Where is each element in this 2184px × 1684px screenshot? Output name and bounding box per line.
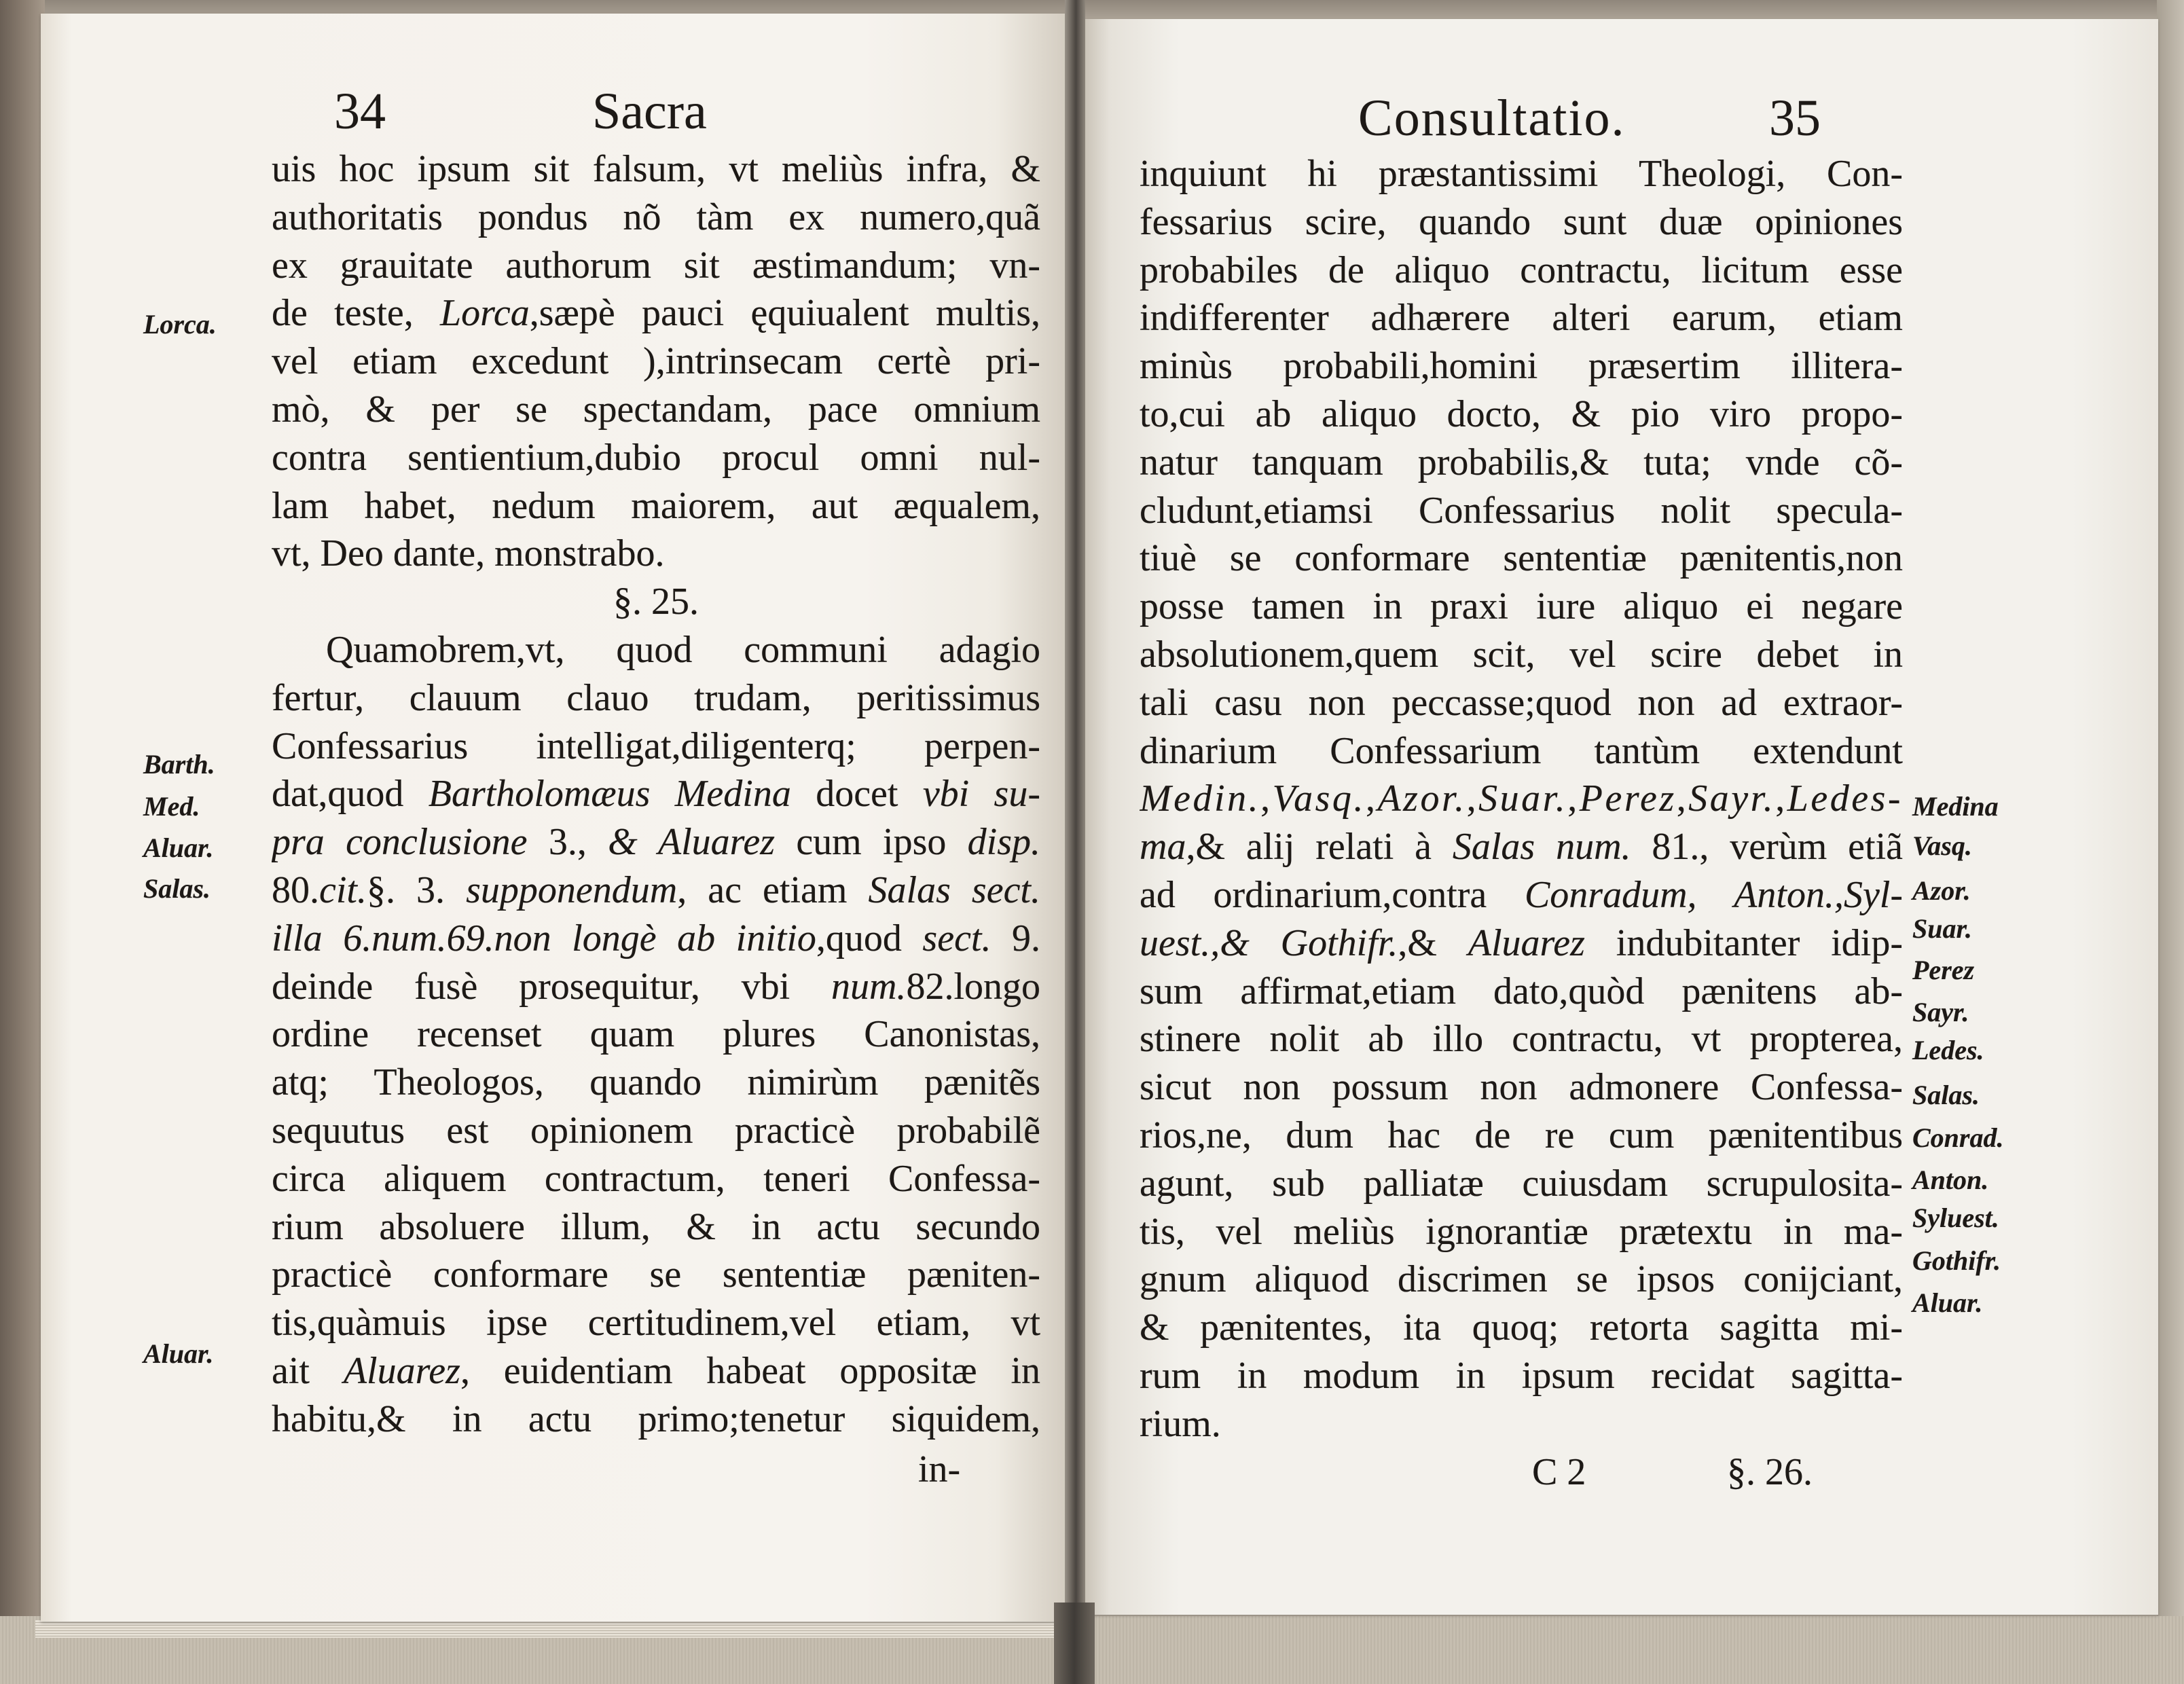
italic-text: Ledes- (1787, 777, 1903, 820)
line-content (272, 917, 1040, 959)
text-line (272, 194, 1040, 242)
italic-text: Salas sect. (868, 869, 1040, 911)
line-content (1140, 777, 1903, 820)
text-line (272, 145, 1040, 194)
margin-note: Salas. (143, 873, 211, 904)
text-line (1140, 1256, 1903, 1304)
text-line (1140, 1160, 1903, 1208)
text: lam habet, nedum maiorem, aut æqualem, (272, 484, 1040, 527)
line-content (272, 869, 1040, 911)
margin-note: Medina (1912, 791, 1999, 822)
line-content (1140, 1163, 1903, 1205)
text-line (272, 674, 1040, 722)
margin-note: Salas. (1912, 1079, 1980, 1110)
text-line (1140, 871, 1903, 919)
text: 3., (527, 821, 608, 864)
text: deinde fusè prosequitur, vbi (272, 965, 831, 1008)
line-content (1140, 634, 1903, 676)
text: to,cui ab aliquo docto, & pio viro propo- (1140, 393, 1903, 435)
text: sicut non possum non admonere Confessa- (1140, 1066, 1903, 1109)
running-head: Consultatio. (1358, 90, 1626, 147)
text-line (272, 770, 1040, 818)
right-page-margin-notes (1912, 150, 2048, 1448)
text-line (1140, 631, 1903, 679)
text: , euidentiam habeat oppositæ in (460, 1350, 1040, 1392)
line-content (272, 1398, 1040, 1440)
text-line (272, 530, 1040, 578)
line-content (272, 725, 1040, 767)
text: , (1365, 777, 1378, 820)
text: ait (272, 1350, 344, 1392)
line-content (1140, 490, 1903, 532)
text: indubitanter idip- (1584, 921, 1903, 964)
text-line (1140, 775, 1903, 823)
italic-text: ma (1140, 826, 1186, 868)
line-content (613, 581, 699, 623)
italic-text: Azor. (1377, 777, 1467, 820)
line-content (1140, 1306, 1903, 1349)
italic-text: & Aluarez (608, 821, 776, 864)
line-content (272, 1110, 1040, 1152)
text-line (1140, 390, 1903, 439)
line-content (1140, 153, 1903, 195)
italic-text: disp. (967, 821, 1040, 864)
text: , (1567, 777, 1580, 820)
line-content (1140, 585, 1903, 627)
line-content (1140, 393, 1903, 435)
section-heading (272, 578, 1040, 626)
right-page-text-block (1140, 150, 1903, 1448)
line-content (1140, 1018, 1903, 1060)
text: rium. (1140, 1402, 1221, 1445)
line-content (272, 966, 1040, 1008)
line-content (272, 1253, 1040, 1296)
text-line (272, 1203, 1040, 1251)
text: ad ordinarium,contra (1140, 874, 1525, 916)
text: tis,quàmuis ipse certitudinem,vel etiam, vt (272, 1302, 1040, 1344)
line-content (272, 340, 1040, 382)
text: 9. (991, 917, 1040, 959)
text-line (1140, 1063, 1903, 1112)
text: ordine recenset quam plures Canonistas, (272, 1013, 1040, 1056)
text: fessarius scire, quando sunt duæ opiniones (1140, 200, 1903, 243)
margin-note: Anton. (1912, 1164, 1989, 1195)
text-line (1140, 439, 1903, 487)
text: sum affirmat,etiam dato,quòd pænitens ab- (1140, 970, 1903, 1012)
text-line (1140, 1304, 1903, 1352)
text-line (272, 915, 1040, 963)
signature-mark: C 2 (1532, 1451, 1586, 1493)
text-line (272, 626, 1040, 674)
text-line (272, 242, 1040, 290)
text-line (1140, 823, 1903, 871)
line-content (1140, 297, 1903, 339)
book-cover-left (0, 0, 45, 1684)
page-leaf-edges (35, 1620, 1074, 1638)
text: posse tamen in praxi iure aliquo ei negare (1140, 585, 1903, 628)
text: vt, Deo dante, monstrabo. (272, 532, 665, 575)
line-content (272, 485, 1040, 527)
text: sequutus est opinionem practicè probabilẽ (272, 1110, 1040, 1152)
italic-text: Perez (1579, 777, 1677, 820)
text-line (1140, 968, 1903, 1016)
text-line (1140, 487, 1903, 535)
text: fertur, clauum clauo trudam, peritissimus (272, 676, 1040, 719)
text-line (272, 1010, 1040, 1059)
margin-note: Gothifr. (1912, 1245, 2001, 1277)
line-content (1140, 826, 1903, 868)
page-number: 35 (1769, 90, 1821, 147)
text-line (1140, 198, 1903, 246)
line-content (272, 244, 1040, 287)
text-line (272, 386, 1040, 434)
text: 81., verùm etiã (1631, 826, 1903, 868)
catchword: §. 26. (1727, 1451, 1813, 1493)
margin-note: Sayr. (1912, 996, 1969, 1027)
text: natur tanquam probabilis,& tuta; vnde cõ- (1140, 441, 1903, 483)
line-content (272, 1206, 1040, 1248)
line-content (272, 773, 1040, 815)
text: ,sæpè pauci ęquiualent multis, (529, 292, 1040, 335)
spine (1054, 1603, 1095, 1684)
text-line (1140, 246, 1903, 295)
line-content (1140, 345, 1903, 387)
italic-text: pra conclusione (272, 821, 528, 864)
text: cludunt,etiamsi Confessarius nolit specula- (1140, 489, 1903, 532)
italic-text: Vasq. (1272, 777, 1366, 820)
text: , (1775, 777, 1787, 820)
text-line (1140, 1352, 1903, 1400)
text-line (1140, 727, 1903, 775)
text: habitu,& in actu primo;tenetur siquidem, (272, 1397, 1040, 1440)
text: Quamobrem,vt, quod communi adagio (326, 629, 1040, 671)
margin-note: Suar. (1912, 913, 1972, 944)
text-line (1140, 583, 1903, 631)
margin-note: Barth. (143, 748, 215, 780)
line-content (1140, 682, 1903, 724)
text: mò, & per se spectandam, pace omnium (272, 388, 1040, 431)
text-line (272, 1155, 1040, 1203)
text: practicè conformare se sententiæ pæniten- (272, 1253, 1040, 1296)
text-line (1140, 294, 1903, 342)
text-line (1140, 1208, 1903, 1256)
text: rium absoluere illum, & in actu secundo (272, 1205, 1040, 1248)
text: ,& alij relati à (1186, 826, 1453, 868)
text: tis, vel meliùs ignorantiæ prætextu in ma- (1140, 1210, 1903, 1253)
line-content (272, 437, 1040, 479)
text: §. 25. (613, 581, 699, 623)
line-content (272, 1302, 1040, 1344)
text-line (1140, 1015, 1903, 1063)
text: indifferenter adhærere alteri earum, etiam (1140, 297, 1903, 340)
text-line (1140, 919, 1903, 968)
margin-note: Aluar. (1912, 1287, 1983, 1319)
text-line (1140, 679, 1903, 727)
line-content (1140, 970, 1903, 1012)
margin-note: Azor. (1912, 875, 1971, 906)
text: dat,quod (272, 773, 429, 816)
italic-text: uest.,& Gothifr. (1140, 921, 1398, 964)
margin-note: Med. (143, 790, 200, 822)
text: absolutionem,quem scit, vel scire debet in (1140, 634, 1903, 676)
margin-note: Aluar. (143, 1338, 214, 1370)
text: ,& (1398, 921, 1468, 964)
text: rum in modum in ipsum recidat sagitta- (1140, 1355, 1903, 1397)
text: rios,ne, dum hac de re cum pænitentibus (1140, 1114, 1903, 1156)
text-line (272, 1299, 1040, 1347)
text-line (272, 482, 1040, 530)
text-line (272, 1347, 1040, 1395)
line-content (1140, 730, 1903, 772)
text: cum ipso (775, 821, 968, 864)
text: dinarium Confessarium tantùm extendunt (1140, 729, 1903, 772)
line-content (1140, 1258, 1903, 1300)
line-content (272, 1350, 1040, 1392)
text-line (272, 1059, 1040, 1107)
text-line (1140, 1400, 1903, 1448)
text: uis hoc ipsum sit falsum, vt meliùs infra, & (272, 148, 1040, 190)
line-content (272, 532, 665, 574)
italic-text: Lorca (439, 292, 530, 335)
text: contra sentientium,dubio procul omni nul- (272, 436, 1040, 479)
line-content (272, 821, 1040, 863)
text: & pænitentes, ita quoq; retorta sagitta mi- (1140, 1306, 1903, 1349)
line-content (326, 629, 1040, 671)
margin-note: Ledes. (1912, 1034, 1984, 1065)
line-content (272, 196, 1040, 238)
line-content (1140, 201, 1903, 243)
margin-note: Conrad. (1912, 1122, 2004, 1154)
text: vel etiam excedunt ),intrinsecam certè pri- (272, 340, 1040, 383)
text-line (1140, 342, 1903, 390)
line-content (272, 677, 1040, 719)
text-line (272, 963, 1040, 1011)
page-number: 34 (334, 83, 386, 140)
italic-text: sect. (922, 917, 991, 959)
text: tali casu non peccasse;quod non ad extraor- (1140, 681, 1903, 724)
text: probabiles de aliquo contractu, licitum esse (1140, 249, 1903, 291)
text: stinere nolit ab illo contractu, vt propterea, (1140, 1018, 1903, 1061)
text: , ac etiam (677, 869, 869, 911)
line-content (1140, 1403, 1221, 1445)
line-content (1140, 1114, 1903, 1156)
line-content (272, 1158, 1040, 1200)
text: , (1676, 777, 1689, 820)
text: agunt, sub palliatæ cuiusdam scrupulosita- (1140, 1162, 1903, 1205)
italic-text: Salas num. (1452, 826, 1631, 868)
line-content (1140, 874, 1903, 916)
text: tiuè se conformare sententiæ pænitentis,non (1140, 537, 1903, 580)
book-cover-right (2157, 0, 2184, 1684)
line-content (1140, 537, 1903, 579)
text-line (272, 722, 1040, 771)
italic-text: cit. (319, 869, 367, 911)
italic-text: Medin. (1140, 777, 1261, 820)
text: gnum aliquod discrimen se ipsos conijciant, (1140, 1258, 1903, 1301)
text-line (272, 337, 1040, 386)
margin-note: Vasq. (1912, 830, 1972, 861)
line-content (1140, 922, 1903, 964)
line-content (1140, 441, 1903, 483)
italic-text: vbi su- (922, 773, 1040, 816)
text: docet (790, 773, 923, 816)
margin-note: Lorca. (143, 308, 217, 340)
line-content (272, 1061, 1040, 1103)
text-line (272, 818, 1040, 866)
text: atq; Theologos, quando nimirùm pænitẽs (272, 1061, 1040, 1104)
text-line (1140, 150, 1903, 198)
text: circa aliquem contractum, teneri Confessa- (272, 1157, 1040, 1200)
text: , (1466, 777, 1479, 820)
line-content (272, 388, 1040, 431)
margin-note: Perez (1912, 955, 1975, 986)
running-head: Sacra (592, 83, 707, 140)
text: ex grauitate authorum sit æstimandum; vn- (272, 244, 1040, 287)
text: §. 3. (366, 869, 467, 911)
text-line (272, 434, 1040, 482)
line-content (1140, 1066, 1903, 1108)
text: 82.longo (906, 965, 1040, 1008)
text: de teste, (272, 292, 440, 335)
text-line (272, 1107, 1040, 1155)
margin-note: Syluest. (1912, 1202, 1999, 1233)
text: authoritatis pondus nõ tàm ex numero,quã (272, 196, 1040, 238)
line-content (272, 1013, 1040, 1055)
text-line (272, 289, 1040, 337)
catchword: in- (918, 1448, 961, 1490)
text-line (1140, 1112, 1903, 1160)
text: 80. (272, 869, 319, 911)
line-content (272, 148, 1040, 190)
text: Confessarius intelligat,diligenterq; perpen- (272, 725, 1040, 767)
italic-text: Bartholomæus Medina (428, 773, 791, 816)
italic-text: supponendum (466, 869, 678, 911)
italic-text: num. (831, 965, 907, 1008)
italic-text: Aluarez (343, 1350, 460, 1392)
italic-text: Sayr. (1688, 777, 1776, 820)
text: ,quod (816, 917, 923, 959)
margin-note: Aluar. (143, 832, 214, 864)
gutter (1065, 0, 1085, 1684)
text-line (272, 866, 1040, 915)
text-line (272, 1251, 1040, 1299)
italic-text: Aluarez (1468, 921, 1585, 964)
left-page-text-block (272, 145, 1040, 1444)
line-content (272, 292, 1040, 334)
left-page-margin-notes (143, 145, 279, 1444)
line-content (1140, 1211, 1903, 1253)
text-line (272, 1395, 1040, 1444)
text: , (1260, 777, 1273, 820)
text: inquiunt hi præstantissimi Theologi, Con- (1140, 153, 1903, 195)
italic-text: Suar. (1478, 777, 1568, 820)
italic-text: Conradum, Anton.,Syl- (1524, 874, 1903, 916)
italic-text: illa 6.num.69.non longè ab initio (272, 917, 816, 959)
text-line (1140, 534, 1903, 583)
text: minùs probabili,homini præsertim illitera- (1140, 345, 1903, 388)
line-content (1140, 249, 1903, 291)
line-content (1140, 1355, 1903, 1397)
